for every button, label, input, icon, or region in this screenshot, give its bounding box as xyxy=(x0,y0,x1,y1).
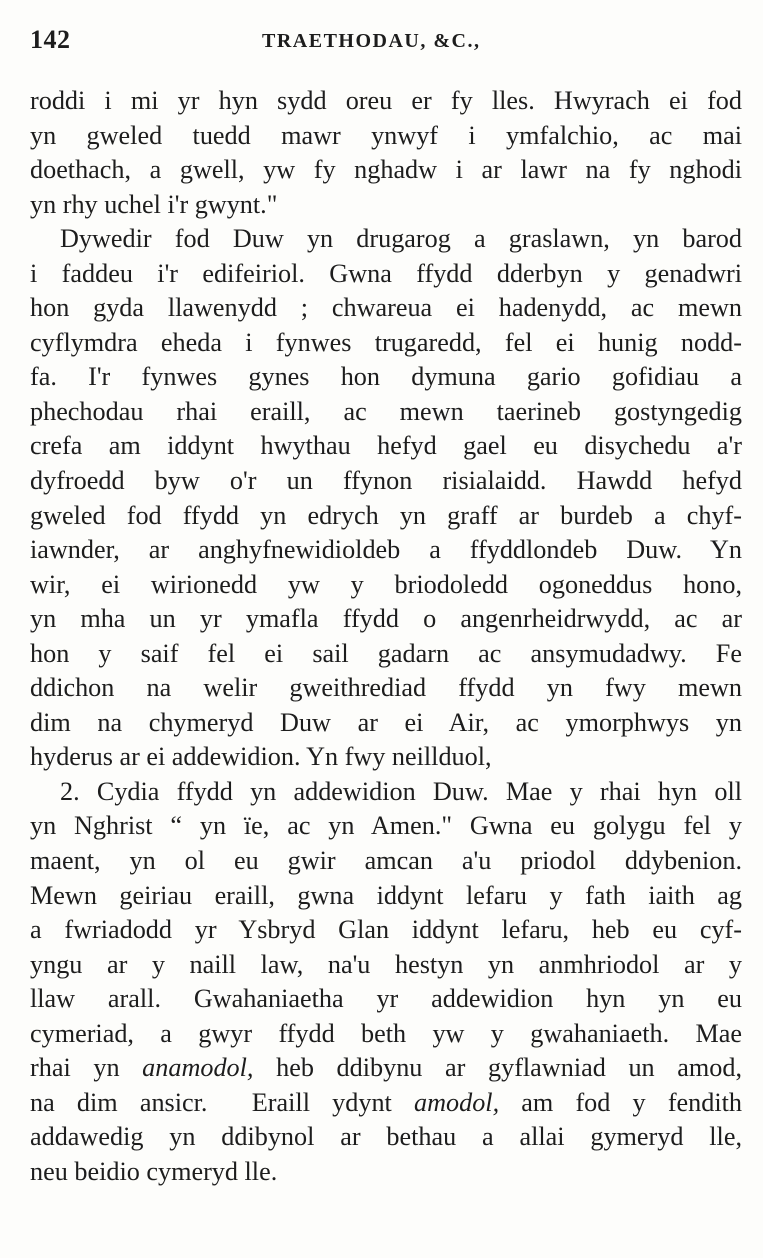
text-line: fa. I'r fynwes gynes hon dymuna gario gofidiau a xyxy=(30,362,742,392)
page-number: 142 xyxy=(30,25,71,54)
text-line: ddichon na welir gweithrediad ffydd yn fwy mewn xyxy=(30,673,742,703)
text-segment: heb ddibynu ar gyflawniad un amod, xyxy=(253,1053,742,1083)
text-segment: rhai yn xyxy=(30,1053,143,1083)
text-line: a fwriadodd yr Ysbryd Glan iddynt lefaru, heb eu cyf- xyxy=(30,915,742,945)
text-line: crefa am iddynt hwythau hefyd gael eu disychedu a'r xyxy=(30,431,742,461)
text-line: hon y saif fel ei sail gadarn ac ansymudadwy. Fe xyxy=(30,638,742,668)
text-line: gweled fod ffydd yn edrych yn graff ar burdeb a chyf- xyxy=(30,500,742,530)
italic-term: anamodol, xyxy=(142,1053,254,1083)
text-line: roddi i mi yr hyn sydd oreu er fy lles. Hwyrach ei fod xyxy=(30,86,742,115)
text-line-with-italic xyxy=(30,1051,742,1086)
text-line: dyfroedd byw o'r un ffynon risialaidd. Hawdd hefyd xyxy=(30,466,742,496)
paragraph-first-line: Dywedir fod Duw yn drugarog a graslawn, yn barod xyxy=(60,224,742,254)
text-line: hyderus ar ei addewidion. Yn fwy neillduol, xyxy=(30,742,492,772)
text-line: wir, ei wirionedd yw y briodoledd ogoneddus hono, xyxy=(30,569,742,599)
text-line: hon gyda llawenydd ; chwareua ei hadenydd, ac mewn xyxy=(30,293,742,323)
text-line: cymeriad, a gwyr ffydd beth yw y gwahaniaeth. Mae xyxy=(30,1018,742,1048)
text-line: yngu ar y naill law, na'u hestyn yn anmhriodol ar y xyxy=(30,949,742,979)
text-line: dim na chymeryd Duw ar ei Air, ac ymorphwys yn xyxy=(30,707,742,737)
text-line: addawedig yn ddibynol ar bethau a allai gymeryd lle, xyxy=(30,1122,742,1152)
text-line: cyflymdra eheda i fynwes trugaredd, fel ei hunig nodd- xyxy=(30,327,742,357)
text-line: llaw arall. Gwahaniaetha yr addewidion hyn yn eu xyxy=(30,984,742,1014)
text-line: maent, yn ol eu gwir amcan a'u priodol ddybenion. xyxy=(30,846,742,876)
text-line: Mewn geiriau eraill, gwna iddynt lefaru y fath iaith ag xyxy=(30,880,742,910)
text-segment: na dim ansicr. Eraill ydynt xyxy=(30,1087,414,1117)
italic-term: amodol, xyxy=(414,1087,500,1117)
text-line: phechodau rhai eraill, ac mewn taerineb gostyngedig xyxy=(30,396,742,426)
text-line: i faddeu i'r edifeiriol. Gwna ffydd dderbyn y genadwri xyxy=(30,258,742,288)
text-line: iawnder, ar anghyfnewidioldeb a ffyddlondeb Duw. Yn xyxy=(30,535,742,565)
running-head xyxy=(30,0,742,60)
text-line: yn mha un yr ymafla ffydd o angenrheidrwydd, ac ar xyxy=(30,604,742,634)
text-line: yn Nghrist “ yn ïe, ac yn Amen." Gwna eu golygu fel y xyxy=(30,811,742,841)
running-title: TRAETHODAU, &C., xyxy=(262,30,481,52)
book-page xyxy=(30,0,743,1186)
text-line: neu beidio cymeryd lle. xyxy=(30,1156,278,1186)
text-line: doethach, a gwell, yw fy nghadw i ar lawr na fy nghodi xyxy=(30,155,742,185)
paragraph-first-line: 2. Cydia ffydd yn addewidion Duw. Mae y rhai hyn oll xyxy=(60,776,742,806)
text-line: yn rhy uchel i'r gwynt." xyxy=(30,189,278,219)
text-segment: am fod y fendith xyxy=(499,1087,743,1117)
body-text xyxy=(30,84,742,1190)
text-line-with-italic xyxy=(30,1086,742,1121)
text-line: yn gweled tuedd mawr ynwyf i ymfalchio, ac mai xyxy=(30,120,742,150)
